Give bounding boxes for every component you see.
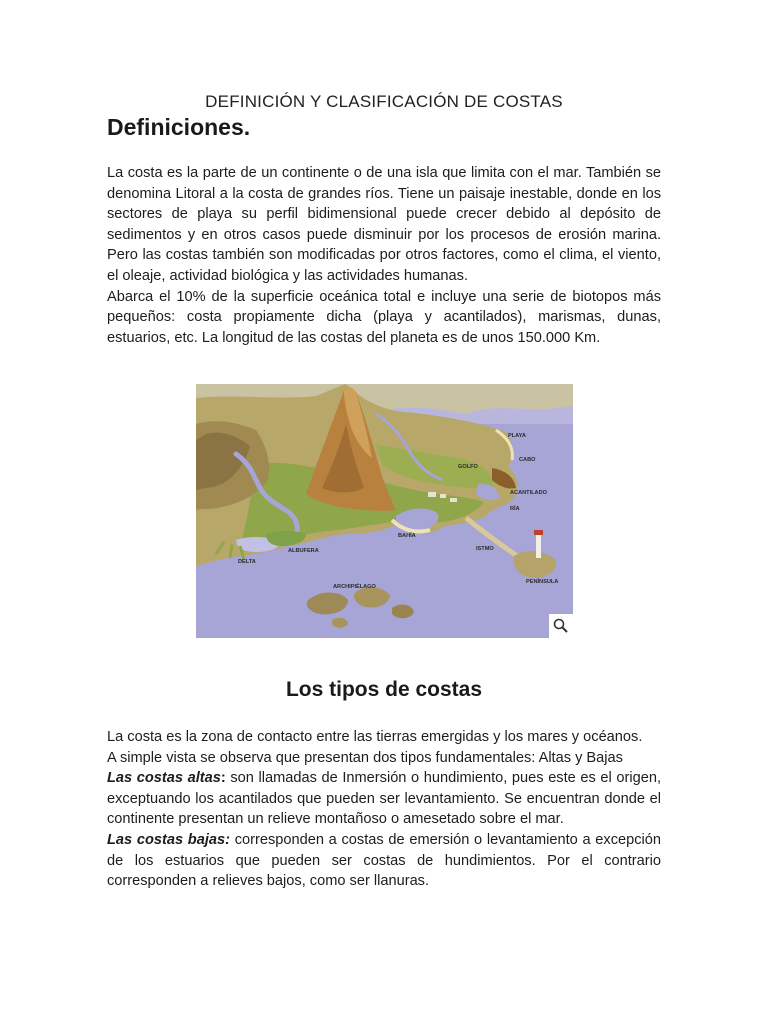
costas-altas-colon: : [220,770,226,787]
definiciones-paragraph-1: La costa es la parte de un continente o de una isla que limita con el mar. También se denomina Litoral a la costa de grandes ríos. Tiene un paisaje inestable, donde en los sectores de playa su perfil bidimensional puede crecer debido al depósito de sedimentos y en otros casos puede disminuir por los procesos de erosión marina. Pero las costas también son modificadas por otros factores, como el clima, el viento, el oleaje, actividad biológica y las actividades humanas. [107,165,661,284]
label-playa: PLAYA [508,433,526,439]
label-peninsula: PENÍNSULA [526,579,559,585]
costas-bajas-term: Las costas bajas: [107,831,230,848]
section-heading-definiciones: Definiciones. [107,114,251,140]
document-title: DEFINICIÓN Y CLASIFICACIÓN DE COSTAS [205,92,563,111]
label-cabo: CABO [519,457,536,463]
label-albufera: ALBUFERA [288,548,319,554]
label-golfo: GOLFO [458,464,478,470]
tipos-line-2: A simple vista se observa que presentan dos tipos fundamentales: Altas y Bajas [107,749,623,766]
tipos-text [107,727,661,892]
definiciones-text [107,163,661,348]
tipos-line-1: La costa es la zona de contacto entre las tierras emergidas y los mares y océanos. [107,729,643,745]
label-archipielago: ARCHIPIÉLAGO [333,584,376,590]
coast-types-illustration [196,384,573,638]
costas-bajas-text: corresponden a costas de emersión o levantamiento a excepción de los estuarios que pueden ser costas de hundimientos. Por el contrario corresponden a relieves bajos, como ser llanuras. [107,831,661,890]
costas-altas-term: Las costas altas [107,770,221,787]
definiciones-paragraph-2: Abarca el 10% de la superficie oceánica total e incluye una serie de biotopos más pequeños: costa propiamente dicha (playa y acantilados), marismas, dunas, estuarios, etc. La longitud de las costas del planeta es de unos 150.000 Km. [107,288,661,346]
costas-bajas-paragraph [107,830,661,892]
section-heading-tipos: Los tipos de costas [285,678,483,701]
magnifier-icon[interactable] [549,614,573,638]
label-ria: RÍA [510,506,520,512]
costas-altas-paragraph [107,768,661,830]
label-istmo: ISTMO [476,546,494,552]
label-bahia: BAHÍA [398,533,416,539]
label-acantilado: ACANTILADO [510,490,547,496]
label-delta: DELTA [238,559,256,565]
costas-altas-text: son llamadas de Inmersión o hundimiento, pues este es el origen, exceptuando los acantilados que pueden ser levantamiento. Se encuentran donde el continente presentan un relieve montañoso o amesetado sobre el mar. [107,770,661,828]
